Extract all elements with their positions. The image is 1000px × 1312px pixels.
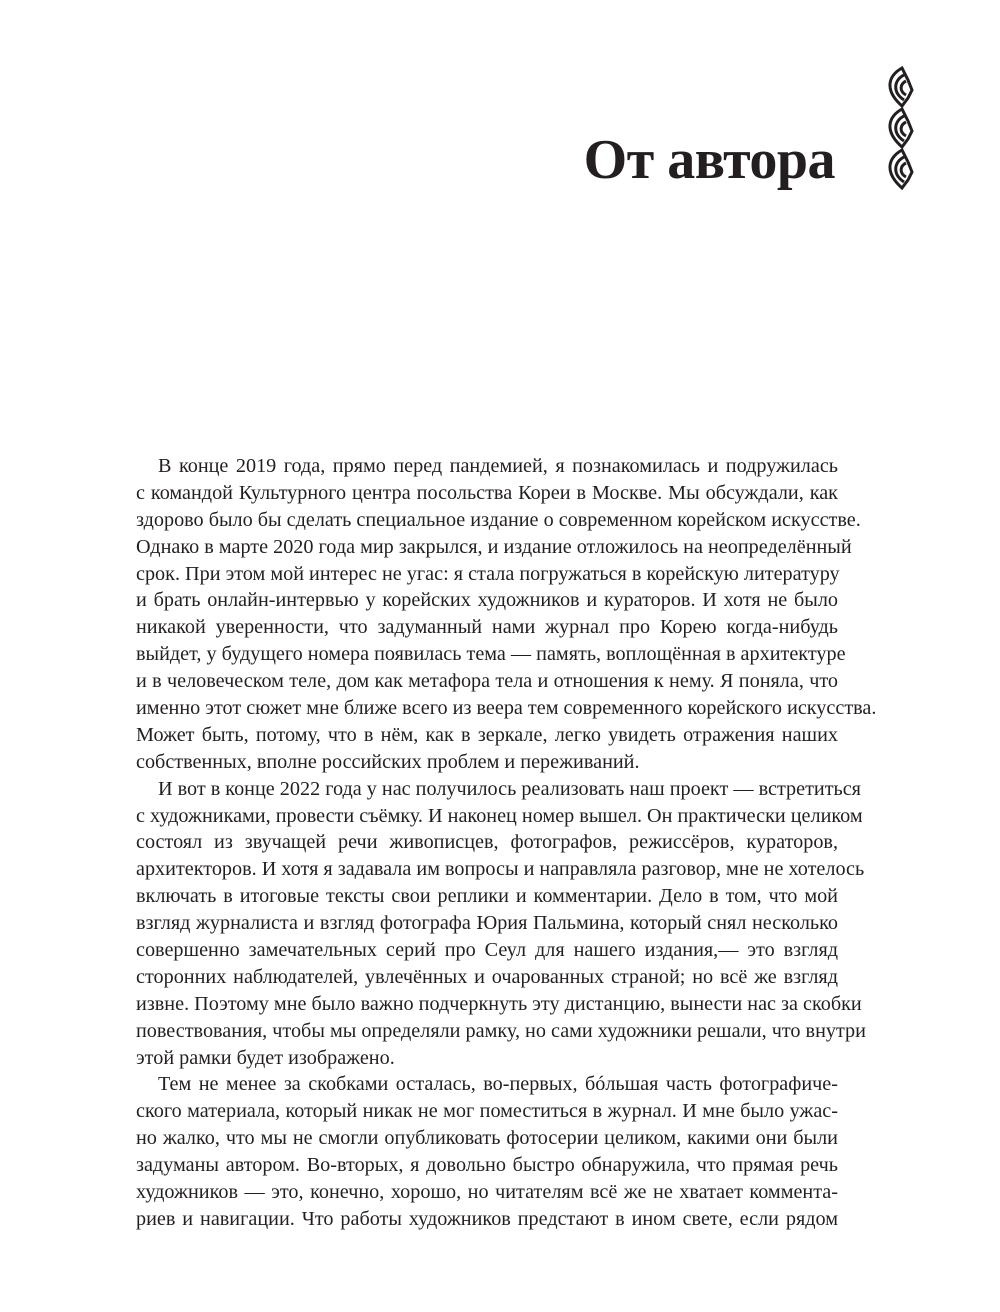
page-title: От автора [583,129,835,191]
text-line: Может быть, потому, что в нём, как в зеркале, легко увидеть отражения наших [136,723,838,746]
text-line: И вот в конце 2022 года у нас получилось реализовать наш проект — встретиться [158,777,861,800]
text-line: художников — это, конечно, хорошо, но читателям всё же не хватает коммента- [136,1181,838,1204]
text-line: включать в итоговые тексты свои реплики и комментарии. Дело в том, что мой [136,885,838,908]
text-line: совершенно замечательных серий про Сеул для нашего издания,— это взгляд [136,939,838,962]
text-line: собственных, вполне российских проблем и переживаний. [136,750,640,773]
text-line: ского материала, который никак не мог поместиться в журнал. И мне было ужас- [136,1100,838,1123]
text-line: состоял из звучащей речи живописцев, фотографов, режиссёров, кураторов, [136,831,838,854]
text-line: Однако в марте 2020 года мир закрылся, и издание отложилось на неопределённый [136,535,852,558]
text-line: извне. Поэтому мне было важно подчеркнуть эту дистанцию, вынести нас за скобки [136,992,862,1015]
text-line: задуманы автором. Во-вторых, я довольно быстро обнаружила, что прямая речь [136,1154,838,1177]
text-line: с художниками, провести съёмку. И наконец номер вышел. Он практически целиком [136,804,863,827]
text-line: и в человеческом теле, дом как метафора тела и отношения к нему. Я поняла, что [136,670,838,693]
text-line: архитекторов. И хотя я задавала им вопросы и направляла разговор, мне не хотелось [136,858,865,881]
text-line: никакой уверенности, что задуманный нами журнал про Корею когда-нибудь [136,616,838,639]
text-line: сторонних наблюдателей, увлечённых и очарованных страной; но всё же взгляд [136,965,838,988]
wave-ornament-icon [882,66,916,190]
text-line: выйдет, у будущего номера появилась тема — память, воплощённая в архитектуре [136,643,846,666]
text-line: Тем не менее за скобками осталась, во-первых, бóльшая часть фотографиче- [158,1073,838,1096]
text-line: В конце 2019 года, прямо перед пандемией, я познакомилась и подружилась [158,455,838,477]
text-line: этой рамки будет изображено. [136,1046,395,1069]
text-line: здорово было бы сделать специальное издание о современном корейском искусстве. [136,508,861,531]
text-line: именно этот сюжет мне ближе всего из веера тем современного корейского искусства. [136,697,877,720]
text-line: но жалко, что мы не смогли опубликовать фотосерии целиком, какими они были [136,1127,838,1150]
text-line: повествования, чтобы мы определяли рамку, но сами художники решали, что внутри [136,1019,866,1042]
text-line: с командой Культурного центра посольства Кореи в Москве. Мы обсуждали, как [136,481,838,504]
text-line: риев и навигации. Что работы художников предстают в ином свете, если рядом [136,1207,838,1230]
text-line: срок. При этом мой интерес не угас: я стала погружаться в корейскую литературу [136,562,840,585]
text-line: и брать онлайн-интервью у корейских художников и кураторов. И хотя не было [136,589,838,612]
text-line: взгляд журналиста и взгляд фотографа Юрия Пальмина, который снял несколько [136,912,838,935]
body-text [136,453,877,1233]
